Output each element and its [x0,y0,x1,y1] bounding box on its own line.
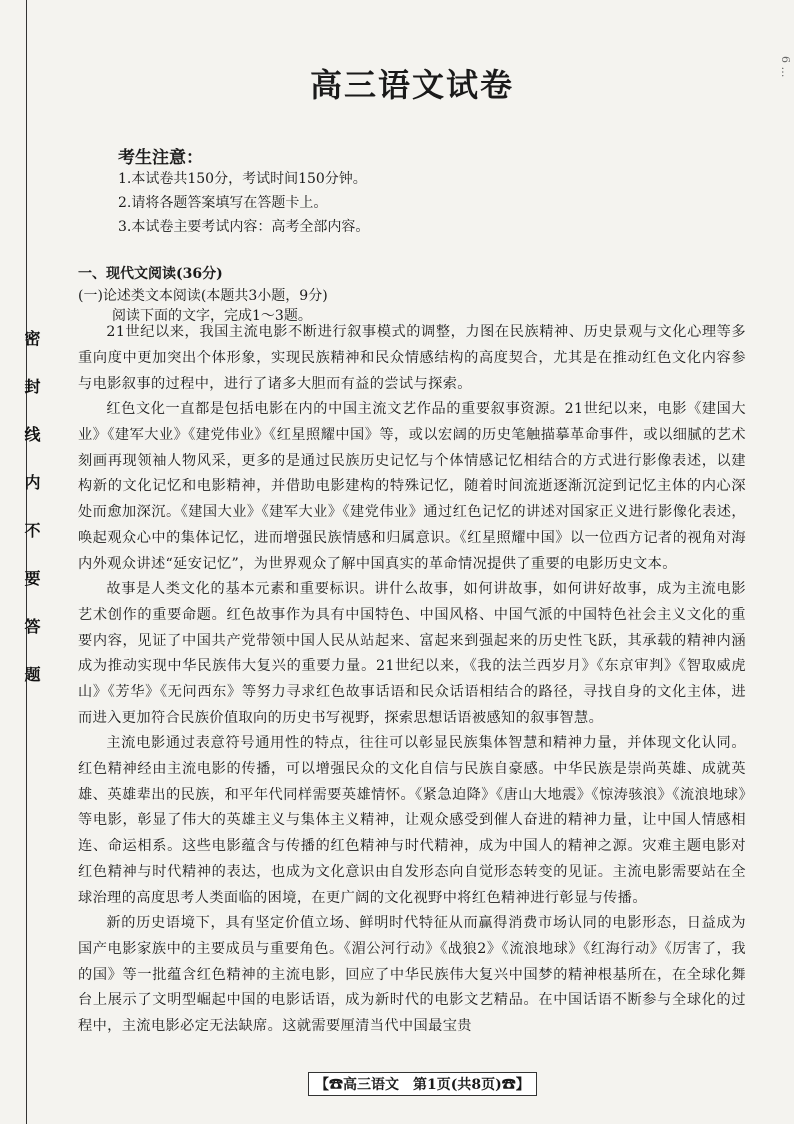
notice-item: 2.请将各题答案填写在答题卡上。 [118,195,328,211]
page-footer: 【☎高三语文 第1页(共8页)☎】 [308,1072,537,1096]
section-subheading: (一)论述类文本阅读(本题共3小题，9分) [78,288,328,304]
paragraph: 新的历史语境下，具有坚定价值立场、鲜明时代特征从而赢得消费市场认同的电影形态，日益成为国产电影家族中的主要成员与重要角色。《湄公河行动》《战狼2》《流浪地球》《红海行动》《厉害了，我的国》等一批蕴含红色精神的主流电影，回应了中华民族伟大复兴中国梦的精神根基所在，在全球化舞台上展示了文明型崛起中国的电影话语，成为新时代的电影文艺精品。在中国话语不断参与全球化的过程中，主流电影必定无法缺席。这就需要厘清当代中国最宝贵 [78,915,746,1035]
paragraph: 红色文化一直都是包括电影在内的中国主流文艺作品的重要叙事资源。21世纪以来，电影《建国大业》《建军大业》《建党伟业》《红星照耀中国》等，或以宏阔的历史笔触描摹革命事件，或以细腻的艺术刻画再现领袖人物风采，更多的是通过民族历史记忆与个体情感记忆相结合的方式进行影像表述，以建构新的文化记忆和电影精神，并借助电影建构的特殊记忆，随着时间流逝逐渐沉淀到记忆主体的内心深处而愈加深沉。《建国大业》《建军大业》《建党伟业》通过红色记忆的讲述对国家正义进行影像化表述，唤起观众心中的集体记忆，进而增强民族情感和归属意识。《红星照耀中国》以一位西方记者的视角对海内外观众讲述“延安记忆”，为世界观众了解中国真实的革命情况提供了重要的电影历史文本。 [78,401,746,572]
page-title: 高三语文试卷 [309,66,514,104]
edge-marks: 6 … [779,56,792,78]
section-heading: 一、现代文阅读(36分) [78,266,223,282]
paragraph: 21世纪以来，我国主流电影不断进行叙事模式的调整，力图在民族精神、历史景观与文化心理等多重向度中更加突出个体形象，实现民族精神和民众情感结构的高度契合，尤其是在推动红色文化内容参与电影叙事的过程中，进行了诸多大胆而有益的尝试与探索。 [78,324,746,392]
reading-instruction: 阅读下面的文字，完成1～3题。 [112,308,312,324]
binding-seal-text: 密封线内不要答题 [22,330,41,714]
notice-item: 1.本试卷共150分，考试时间150分钟。 [118,171,367,187]
notice-heading: 考生注意： [118,148,203,168]
notice-item: 3.本试卷主要考试内容：高考全部内容。 [118,219,370,235]
paragraph: 主流电影通过表意符号通用性的特点，往往可以彰显民族集体智慧和精神力量，并体现文化认同。红色精神经由主流电影的传播，可以增强民众的文化自信与民族自豪感。中华民族是崇尚英雄、成就英雄、英雄辈出的民族，和平年代同样需要英雄情怀。《紧急迫降》《唐山大地震》《惊涛骇浪》《流浪地球》等电影，彰显了伟大的英雄主义与集体主义精神，让观众感受到催人奋进的精神力量，让中国人情感相连、命运相系。这些电影蕴含与传播的红色精神与时代精神，成为中国人的精神之源。灾难主题电影对红色精神与时代精神的表达，也成为文化意识由自发形态向自觉形态转变的见证。主流电影需要站在全球治理的高度思考人类面临的困境，在更广阔的文化视野中将红色精神进行彰显与传播。 [78,735,746,906]
paragraph: 故事是人类文化的基本元素和重要标识。讲什么故事，如何讲故事，如何讲好故事，成为主流电影艺术创作的重要命题。红色故事作为具有中国特色、中国风格、中国气派的中国特色社会主义文化的重要内容，见证了中国共产党带领中国人民从站起来、富起来到强起来的历史性飞跃，其承载的精神内涵成为推动实现中华民族伟大复兴的重要力量。21世纪以来，《我的法兰西岁月》《东京审判》《智取威虎山》《芳华》《无问西东》等努力寻求红色故事话语和民众话语相结合的路径，寻找自身的文化主体，进而进入更加符合民族价值取向的历史书写视野，探索思想话语被感知的叙事智慧。 [78,581,746,726]
